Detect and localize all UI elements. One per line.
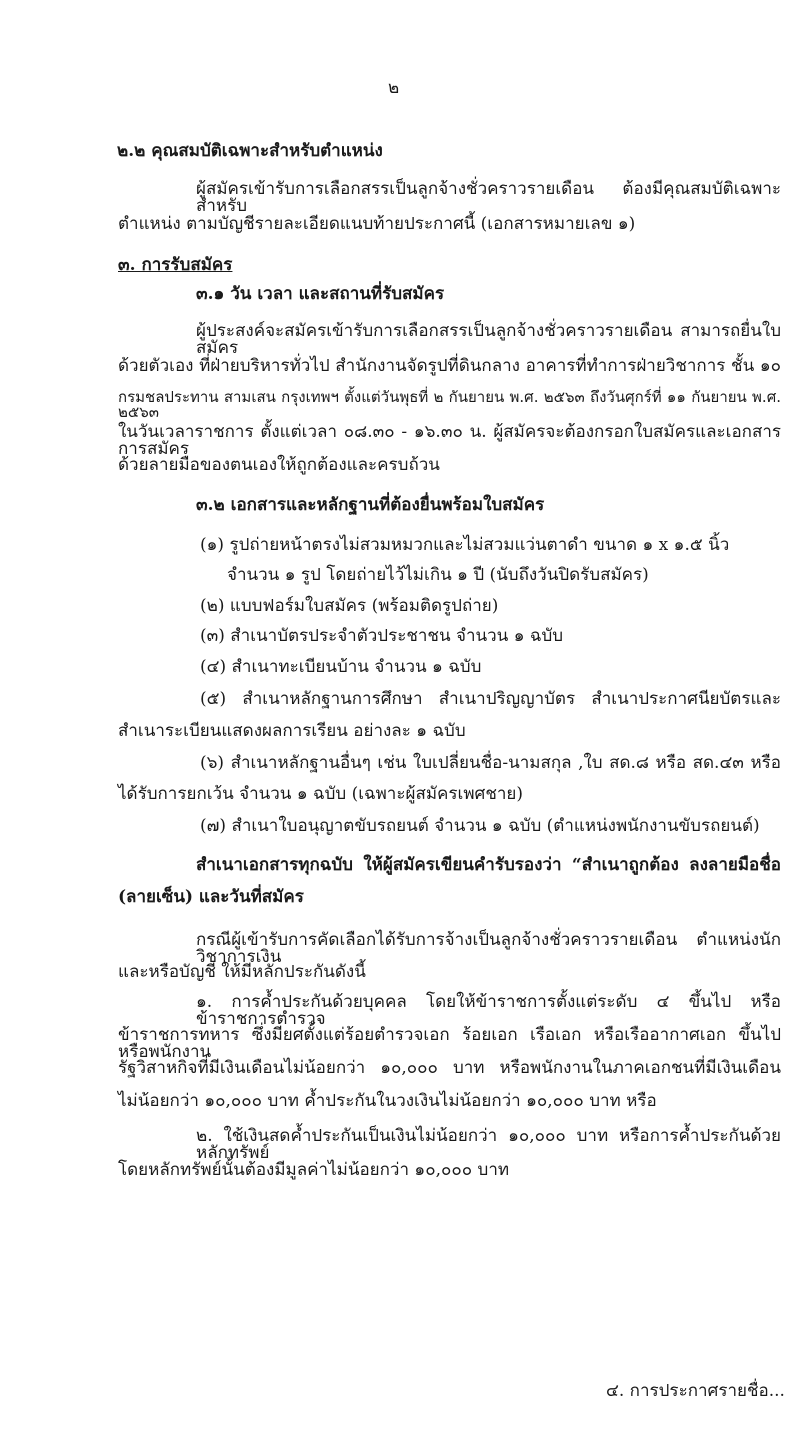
page-number: ๒ xyxy=(388,78,400,98)
certify-line-2: (ลายเซ็น) และวันที่สมัคร xyxy=(118,887,304,907)
section-3-1-line-5: ด้วยลายมือของตนเองให้ถูกต้องและครบถ้วน xyxy=(118,455,440,475)
section-2-2-heading: ๒.๒ คุณสมบัติเฉพาะสำหรับตำแหน่ง xyxy=(117,141,383,161)
document-item-1: (๑) รูปถ่ายหน้าตรงไม่สวมหมวกและไม่สวมแว่นตาดำ ขนาด ๑ x ๑.๕ นิ้ว xyxy=(200,535,730,555)
document-item-6: (๖) สำเนาหลักฐานอื่นๆ เช่น ใบเปลี่ยนชื่อ-นามสกุล ,ใบ สด.๘ หรือ สด.๔๓ หรือ xyxy=(200,753,781,773)
document-item-2: (๒) แบบฟอร์มใบสมัคร (พร้อมติดรูปถ่าย) xyxy=(200,596,499,616)
guarantee-1-line-1: ๑. การค้ำประกันด้วยบุคคล โดยให้ข้าราชการตั้งแต่ระดับ ๔ ขึ้นไป หรือข้าราชการตำรวจ xyxy=(196,992,781,1029)
guarantee-2-line-2: โดยหลักทรัพย์นั้นต้องมีมูลค่าไม่น้อยกว่า ๑๐,๐๐๐ บาท xyxy=(118,1160,510,1180)
section-3-1-line-1: ผู้ประสงค์จะสมัครเข้ารับการเลือกสรรเป็นลูกจ้างชั่วคราวรายเดือน สามารถยื่นใบสมัคร xyxy=(196,321,781,358)
guarantee-intro-line-1: กรณีผู้เข้ารับการคัดเลือกได้รับการจ้างเป็นลูกจ้างชั่วคราวรายเดือน ตำแหน่งนักวิชาการเงิน xyxy=(196,930,781,967)
section-3-2-heading: ๓.๒ เอกสารและหลักฐานที่ต้องยื่นพร้อมใบสมัคร xyxy=(196,495,545,515)
section-2-2-line-1: ผู้สมัครเข้ารับการเลือกสรรเป็นลูกจ้างชั่วคราวรายเดือน ต้องมีคุณสมบัติเฉพาะสำหรับ xyxy=(196,179,781,216)
document-item-5-cont: สำเนาระเบียนแสดงผลการเรียน อย่างละ ๑ ฉบับ xyxy=(118,721,466,741)
document-item-1-cont: จำนวน ๑ รูป โดยถ่ายไว้ไม่เกิน ๑ ปี (นับถึงวันปิดรับสมัคร) xyxy=(227,565,649,585)
guarantee-2-line-1: ๒. ใช้เงินสดค้ำประกันเป็นเงินไม่น้อยกว่า ๑๐,๐๐๐ บาท หรือการค้ำประกันด้วยหลักทรัพย์ xyxy=(196,1126,781,1163)
guarantee-intro-line-2: และหรือบัญชี ให้มีหลักประกันดังนี้ xyxy=(118,962,366,982)
document-item-3: (๓) สำเนาบัตรประจำตัวประชาชน จำนวน ๑ ฉบับ xyxy=(200,626,564,646)
section-3-1-line-3: กรมชลประทาน สามเสน กรุงเทพฯ ตั้งแต่วันพุธที่ ๒ กันยายน พ.ศ. ๒๕๖๓ ถึงวันศุกร์ที่ ๑๑ กันยายน พ.ศ. ๒๕๖๓ xyxy=(118,388,781,421)
document-item-6-cont: ได้รับการยกเว้น จำนวน ๑ ฉบับ (เฉพาะผู้สมัครเพศชาย) xyxy=(118,784,524,804)
continuation-text: ๔. การประกาศรายชื่อ... xyxy=(606,1381,785,1401)
section-3-1-heading: ๓.๑ วัน เวลา และสถานที่รับสมัคร xyxy=(196,284,445,304)
section-3-1-line-4: ในวันเวลาราชการ ตั้งแต่เวลา ๐๘.๓๐ - ๑๖.๓๐ น. ผู้สมัครจะต้องกรอกใบสมัครและเอกสารการสมัคร xyxy=(118,422,781,459)
certify-line-1: สำเนาเอกสารทุกฉบับ ให้ผู้สมัครเขียนคำรับรองว่า “สำเนาถูกต้อง ลงลายมือชื่อ xyxy=(196,855,781,875)
document-item-7: (๗) สำเนาใบอนุญาตขับรถยนต์ จำนวน ๑ ฉบับ (ตำแหน่งพนักงานขับรถยนต์) xyxy=(200,816,760,836)
guarantee-1-line-3: รัฐวิสาหกิจที่มีเงินเดือนไม่น้อยกว่า ๑๐,๐๐๐ บาท หรือพนักงานในภาคเอกชนที่มีเงินเดือน xyxy=(118,1058,781,1078)
section-3-heading: ๓. การรับสมัคร xyxy=(118,255,233,275)
section-2-2-line-2: ตำแหน่ง ตามบัญชีรายละเอียดแนบท้ายประกาศนี้ (เอกสารหมายเลข ๑) xyxy=(118,214,636,234)
section-3-1-line-2: ด้วยตัวเอง ที่ฝ่ายบริหารทั่วไป สำนักงานจัดรูปที่ดินกลาง อาคารที่ทำการฝ่ายวิชาการ ชั้น ๑๐ xyxy=(118,356,781,376)
document-item-4: (๔) สำเนาทะเบียนบ้าน จำนวน ๑ ฉบับ xyxy=(200,657,482,677)
guarantee-1-line-2: ข้าราชการทหาร ซึ่งมียศตั้งแต่ร้อยตำรวจเอก ร้อยเอก เรือเอก หรือเรืออากาศเอก ขึ้นไป หรือพนักงาน xyxy=(118,1025,781,1062)
document-item-5: (๕) สำเนาหลักฐานการศึกษา สำเนาปริญญาบัตร สำเนาประกาศนียบัตรและ xyxy=(200,689,781,709)
guarantee-1-line-4: ไม่น้อยกว่า ๑๐,๐๐๐ บาท ค้ำประกันในวงเงินไม่น้อยกว่า ๑๐,๐๐๐ บาท หรือ xyxy=(118,1091,657,1111)
